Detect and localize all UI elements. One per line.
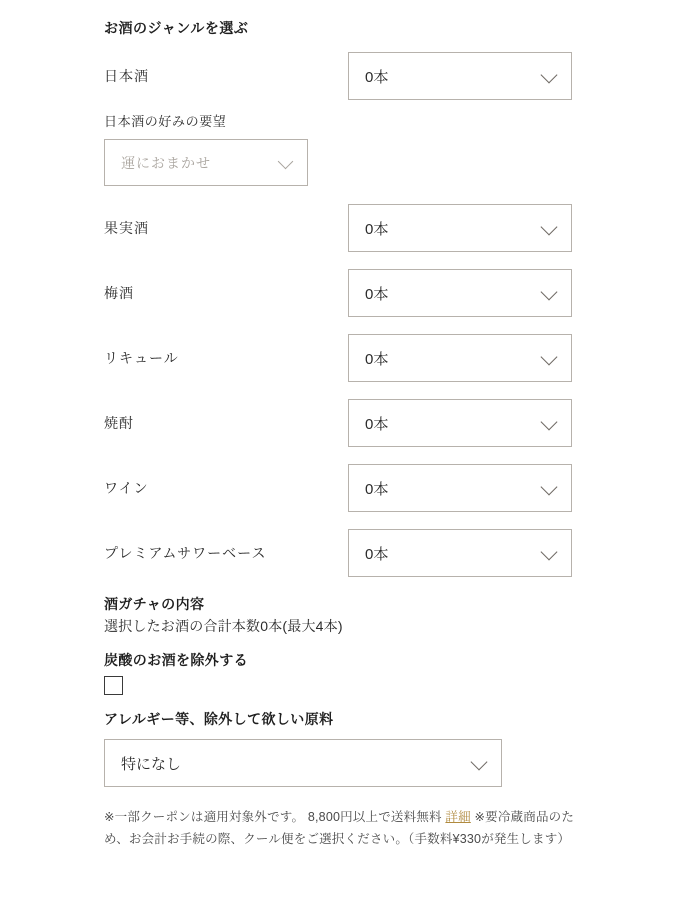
genre-row-umeshu	[104, 269, 634, 317]
genre-row-shochu	[104, 399, 634, 447]
genre-label-shochu: 焼酎	[104, 414, 134, 431]
genre-select-value-shochu: 0本	[365, 415, 389, 433]
chevron-down-icon	[541, 284, 558, 301]
genre-select-liqueur[interactable]	[348, 334, 572, 382]
chevron-down-icon	[541, 219, 558, 236]
genre-label-wine: ワイン	[104, 479, 149, 496]
genre-select-wine[interactable]	[348, 464, 572, 512]
genre-row-kajitsushu	[104, 204, 634, 252]
chevron-down-icon	[541, 479, 558, 496]
genre-row-nihonshu	[104, 52, 634, 100]
page-title: お酒のジャンルを選ぶ	[104, 20, 249, 36]
genre-select-kajitsushu[interactable]	[348, 204, 572, 252]
chevron-down-icon	[278, 153, 294, 169]
genre-select-value-umeshu: 0本	[365, 285, 389, 303]
footnote	[104, 807, 596, 851]
genre-label-premium-sour-base: プレミアムサワーベース	[104, 544, 267, 561]
genre-label-liqueur: リキュール	[104, 349, 179, 366]
preference-select-value: 運におまかせ	[121, 154, 211, 171]
genre-select-value-liqueur: 0本	[365, 350, 389, 368]
genre-select-value-wine: 0本	[365, 480, 389, 498]
genre-label-nihonshu: 日本酒	[104, 67, 149, 84]
carbonated-heading: 炭酸のお酒を除外する	[104, 652, 248, 668]
preference-select[interactable]	[104, 139, 308, 186]
genre-row-premium-sour-base	[104, 529, 634, 577]
footnote-part2: ※要冷蔵商品のため、お会計お手続の際、クール便をご選択ください。（手数料¥330が発生します）	[104, 810, 575, 846]
genre-row-wine	[104, 464, 634, 512]
footnote-part1: ※一部クーポンは適用対象外です。 8,800円以上で送料無料	[104, 810, 446, 824]
allergy-select[interactable]	[104, 739, 502, 787]
chevron-down-icon	[541, 67, 558, 84]
genre-select-value-kajitsushu: 0本	[365, 220, 389, 238]
genre-select-premium-sour-base[interactable]	[348, 529, 572, 577]
footnote-detail-link[interactable]: 詳細	[445, 810, 471, 824]
preference-block	[104, 111, 634, 186]
chevron-down-icon	[471, 754, 488, 771]
summary-text: 選択したお酒の合計本数0本(最大4本)	[104, 618, 343, 634]
genre-select-value-nihonshu: 0本	[365, 68, 389, 86]
allergy-select-value: 特になし	[121, 755, 182, 773]
genre-label-kajitsushu: 果実酒	[104, 219, 149, 236]
genre-select-umeshu[interactable]	[348, 269, 572, 317]
genre-select-nihonshu[interactable]	[348, 52, 572, 100]
carbonated-exclude-checkbox[interactable]	[104, 676, 123, 695]
genre-label-umeshu: 梅酒	[104, 284, 134, 301]
chevron-down-icon	[541, 414, 558, 431]
preference-label: 日本酒の好みの要望	[104, 114, 227, 129]
summary-heading: 酒ガチャの内容	[104, 596, 205, 612]
genre-select-shochu[interactable]	[348, 399, 572, 447]
genre-select-value-premium-sour-base: 0本	[365, 545, 389, 563]
genre-row-liqueur	[104, 334, 634, 382]
allergy-heading: アレルギー等、除外して欲しい原料	[104, 711, 334, 727]
chevron-down-icon	[541, 544, 558, 561]
chevron-down-icon	[541, 349, 558, 366]
